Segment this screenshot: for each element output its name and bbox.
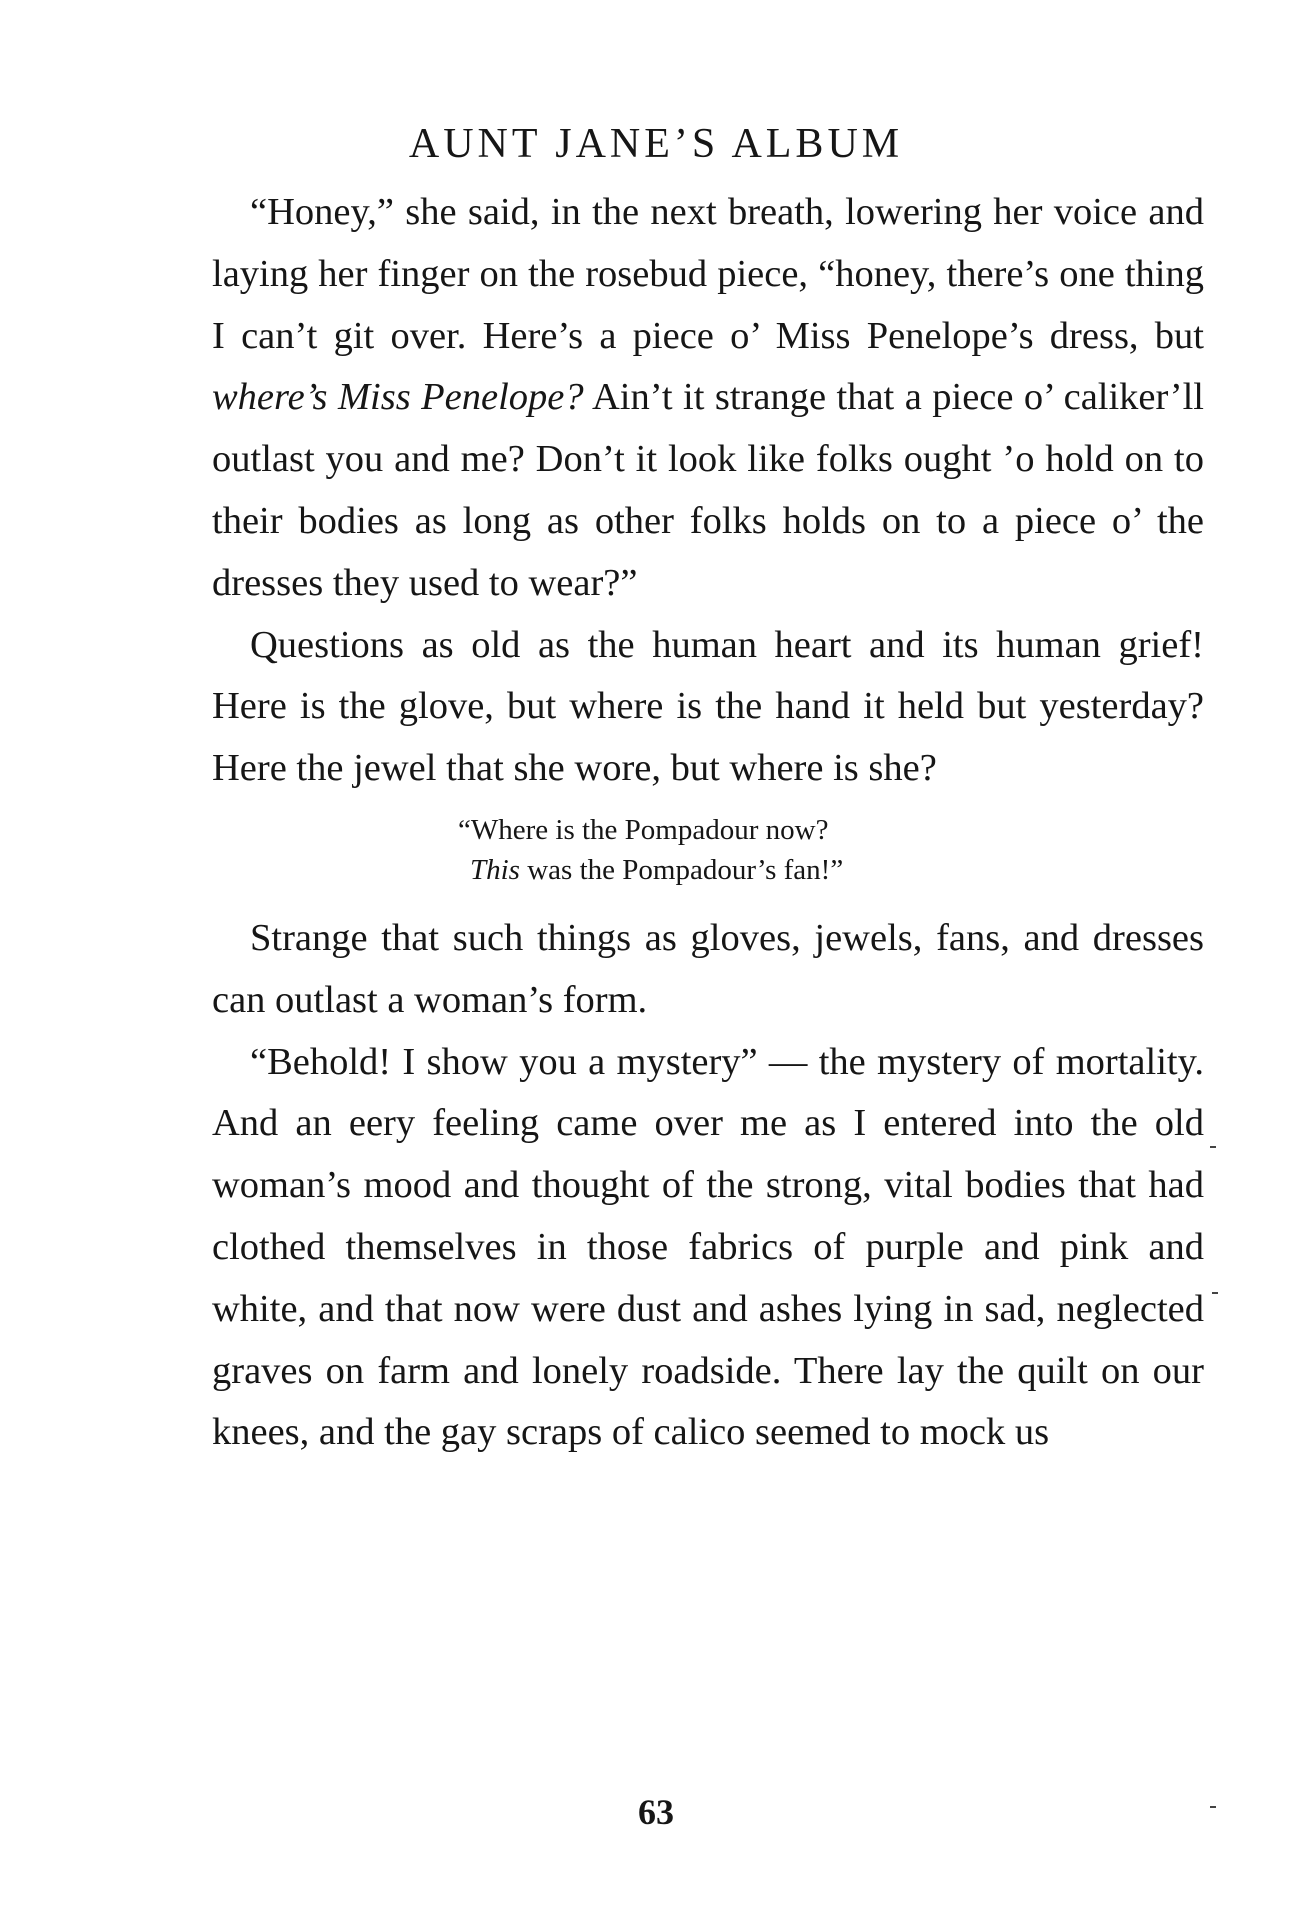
verse-line-2-italic: This — [470, 853, 520, 886]
verse-line-2 — [458, 850, 1204, 890]
margin-speck — [1212, 1292, 1218, 1294]
paragraph-honey-italic: where’s Miss Penelope? — [212, 376, 584, 419]
verse-quotation — [212, 810, 1204, 890]
paragraph-honey — [212, 182, 1204, 615]
page-number: 63 — [638, 1792, 674, 1832]
paragraph-honey-text-2: Ain’t it strange that a piece o’ caliker’ll outlast you and me? Don’t it look like folks ought ’o hold on to their bodies as long as other folks holds on to a piece o’ the dresses they used to wear?” — [212, 376, 1204, 604]
verse-line-2-rest: was the Pompadour’s fan!” — [519, 853, 844, 886]
paragraph-behold: “Behold! I show you a mystery” — the mystery of mortality. And an eery feeling came over me as I entered into the old woman’s mood and thought of the strong, vital bodies that had clothed themselves in those fabrics of purple and pink and white, and that now were dust and ashes lying in sad, neglected graves on farm and lonely roadside. There lay the quilt on our knees, and the gay scraps of calico seemed to mock us — [212, 1040, 1204, 1454]
margin-speck — [1210, 1146, 1216, 1148]
margin-speck — [1210, 1806, 1216, 1808]
paragraph-strange: Strange that such things as gloves, jewels, fans, and dresses can outlast a woman’s form. — [212, 916, 1204, 1021]
verse-line-1: “Where is the Pompadour now? — [458, 813, 829, 846]
paragraph-honey-text-1: “Honey,” she said, in the next breath, lowering her voice and laying her finger on the rosebud piece, “honey, there’s one thing I can’t git over. Here’s a piece o’ Miss Penelope’s dress, but — [212, 191, 1204, 357]
page-body — [212, 182, 1204, 1464]
paragraph-questions: Questions as old as the human heart and its human grief! Here is the glove, but where is the hand it held but yesterday? Here the jewel that she wore, but where is she? — [212, 623, 1204, 790]
running-title: AUNT JANE’S ALBUM — [408, 121, 904, 167]
